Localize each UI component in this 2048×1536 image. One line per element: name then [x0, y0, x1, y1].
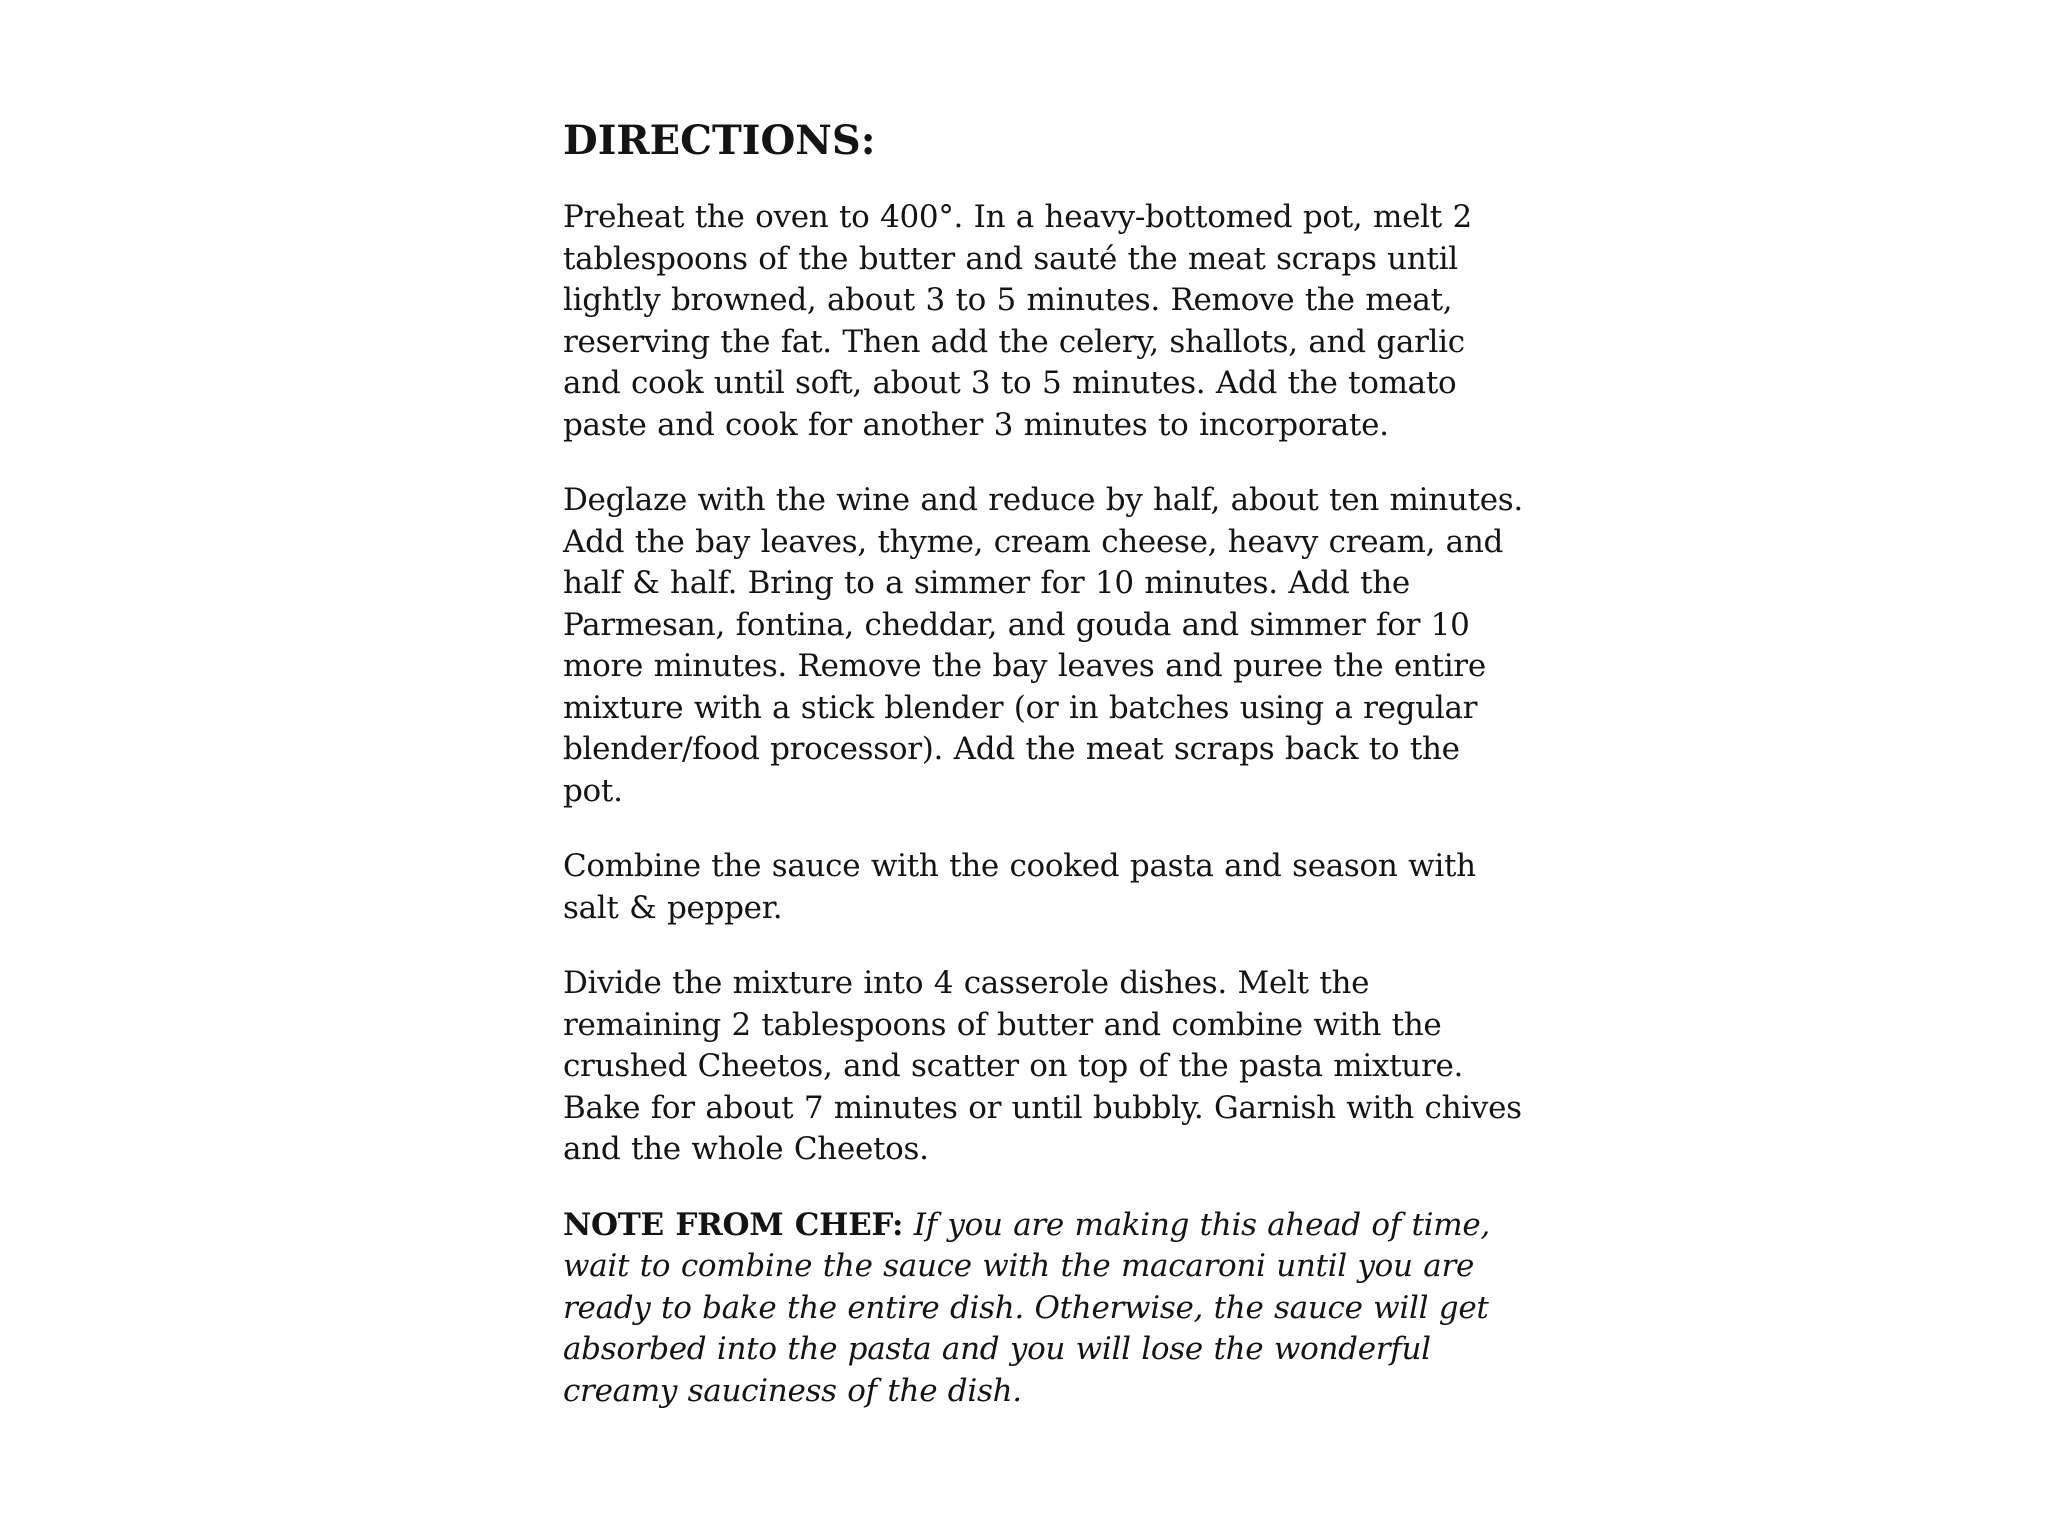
step-paragraph-2: Deglaze with the wine and reduce by half, about ten minutes. Add the bay leaves, thyme, cream cheese, heavy cream, and half & half. Bring to a simmer for 10 minutes. Add the Parmesan, fontina, cheddar, and gouda and simmer for 10 more minutes. Remove the bay leaves and puree the entire mixture with a stick blender (or in batches using a regular blender/food processor). Add the meat scraps back to the pot.	[563, 482, 1523, 809]
step-paragraph-1: Preheat the oven to 400°. In a heavy-bottomed pot, melt 2 tablespoons of the butter and sauté the meat scraps until lightly browned, about 3 to 5 minutes. Remove the meat, reserving the fat. Then add the celery, shallots, and garlic and cook until soft, about 3 to 5 minutes. Add the tomato paste and cook for another 3 minutes to incorporate.	[563, 199, 1472, 443]
chef-note-text: If you are making this ahead of time, wait to combine the sauce with the macaroni until you are ready to bake the entire dish. Otherwise, the sauce will get absorbed into the pasta and you will lose the wonderful creamy sauciness of the dish.	[563, 1206, 1490, 1409]
chef-note	[563, 1205, 1523, 1413]
chef-note-label: NOTE FROM CHEF:	[563, 1206, 904, 1243]
directions-heading: DIRECTIONS:	[563, 117, 876, 164]
step-paragraph-4: Divide the mixture into 4 casserole dishes. Melt the remaining 2 tablespoons of butter and combine with the crushed Cheetos, and scatter on top of the pasta mixture. Bake for about 7 minutes or until bubbly. Garnish with chives and the whole Cheetos.	[563, 965, 1522, 1167]
directions-section	[563, 115, 1523, 1446]
step-paragraph-3: Combine the sauce with the cooked pasta and season with salt & pepper.	[563, 848, 1476, 926]
